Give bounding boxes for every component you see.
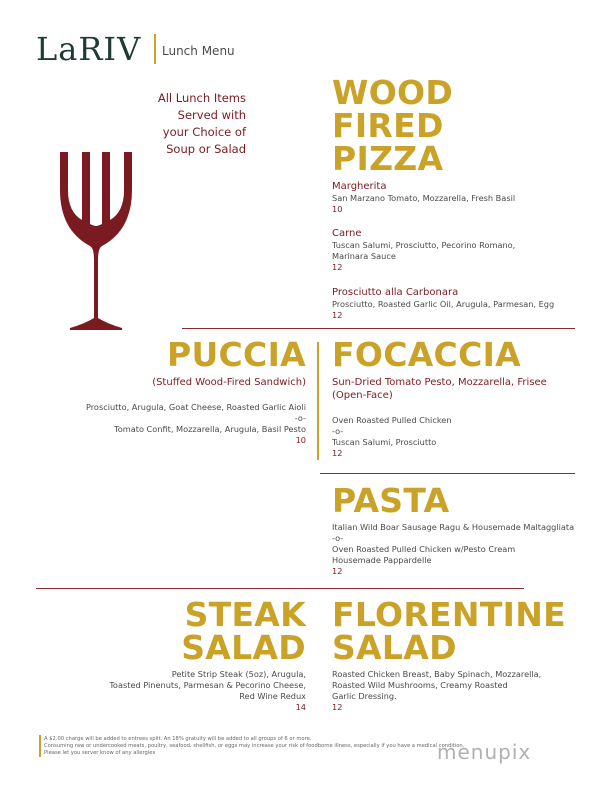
item-description: Petite Strip Steak (5oz), Arugula, [171, 669, 306, 679]
item-description: Tomato Confit, Mozzarella, Arugula, Basil Pesto [114, 424, 306, 434]
section-divider [36, 588, 524, 589]
item-subtitle: Sun-Dried Tomato Pesto, Mozzarella, Frisee [332, 377, 547, 388]
title-line: SALAD [332, 628, 457, 667]
item-price: 12 [332, 448, 343, 458]
intro-line: your Choice of [162, 125, 246, 139]
item-description: Prosciutto, Arugula, Goat Cheese, Roasted Garlic Aioli [85, 402, 306, 412]
puccia-options [60, 402, 306, 446]
title-line: FLORENTINE [332, 595, 566, 634]
logo-divider [154, 34, 156, 64]
puccia-section-title: PUCCIA [166, 335, 306, 374]
intro-line: All Lunch Items [157, 91, 246, 105]
menu-item [332, 286, 582, 321]
item-name: Carne [332, 228, 362, 239]
item-description: San Marzano Tomato, Mozzarella, Fresh Basil [332, 193, 516, 203]
item-description: Toasted Pinenuts, Parmesan & Pecorino Cheese, [109, 680, 306, 690]
pizza-section-title [332, 73, 454, 178]
item-name: Prosciutto alla Carbonara [332, 287, 459, 298]
item-price: 10 [295, 435, 306, 445]
item-subtitle: (Stuffed Wood-Fired Sandwich) [152, 377, 306, 388]
item-description: Garlic Dressing. [332, 691, 397, 701]
title-line: STEAK [184, 595, 306, 634]
florentine-salad-details [332, 669, 582, 713]
item-description: -o- [332, 533, 344, 543]
section-divider [182, 328, 575, 329]
item-subtitle: (Open-Face) [332, 390, 393, 401]
intro-note [120, 90, 246, 158]
focaccia-details [332, 376, 582, 402]
item-description: -o- [332, 426, 344, 436]
restaurant-logo: LaRIV [36, 30, 142, 68]
item-description: Italian Wild Boar Sausage Ragu & Housemade Maltaggliata [332, 522, 575, 532]
title-line: SALAD [181, 628, 306, 667]
pasta-section-title: PASTA [332, 481, 450, 520]
item-price: 12 [332, 702, 343, 712]
item-description: Red Wine Redux [239, 691, 306, 701]
item-price: 10 [332, 204, 343, 214]
pasta-options [332, 522, 592, 577]
footnote-line: Please let you server know of any allergies [44, 750, 156, 756]
page-title: Lunch Menu [162, 44, 235, 58]
item-price: 12 [332, 566, 343, 576]
item-description: Housemade Pappardelle [332, 555, 432, 565]
wine-glass-fork-icon [56, 150, 136, 332]
steak-salad-section-title [150, 595, 306, 667]
intro-line: Served with [177, 108, 246, 122]
menu-item [332, 227, 582, 273]
section-divider [320, 473, 575, 474]
focaccia-section-title: FOCACCIA [332, 335, 522, 374]
florentine-salad-section-title [332, 595, 566, 667]
menu-item [332, 180, 582, 215]
title-line: PIZZA [332, 139, 444, 178]
item-price: 12 [332, 262, 343, 272]
footnote-line: Consuming raw or undercooked meats, poultry, seafood, shellfish, or eggs may increase your risk of foodborne illness, especially if you have a medical condition. [44, 743, 465, 749]
item-description: -o- [294, 413, 306, 423]
item-description: Marinara Sauce [332, 251, 396, 261]
item-description: Roasted Wild Mushrooms, Creamy Roasted [332, 680, 508, 690]
column-divider [317, 342, 319, 460]
item-description: Tuscan Salumi, Prosciutto, Pecorino Romano, [332, 240, 516, 250]
puccia-details [80, 376, 306, 389]
item-description: Roasted Chicken Breast, Baby Spinach, Mozzarella, [332, 669, 542, 679]
watermark: menupix [437, 740, 532, 764]
footnote-line: A $2.00 charge will be added to entrees split. An 18% gratuity will be added to all groups of 6 or more. [44, 736, 312, 742]
item-description: Tuscan Salumi, Prosciutto [332, 437, 437, 447]
intro-line: Soup or Salad [166, 142, 246, 156]
focaccia-options [332, 415, 582, 459]
item-price: 14 [295, 702, 306, 712]
item-description: Oven Roasted Pulled Chicken [332, 415, 452, 425]
item-name: Margherita [332, 181, 387, 192]
steak-salad-details [80, 669, 306, 713]
item-description: Oven Roasted Pulled Chicken w/Pesto Cream [332, 544, 516, 554]
footnote-accent [39, 735, 41, 757]
item-price: 12 [332, 310, 343, 320]
item-description: Prosciutto, Roasted Garlic Oil, Arugula, Parmesan, Egg [332, 299, 555, 309]
title-line: WOOD [332, 73, 454, 112]
title-line: FIRED [332, 106, 444, 145]
